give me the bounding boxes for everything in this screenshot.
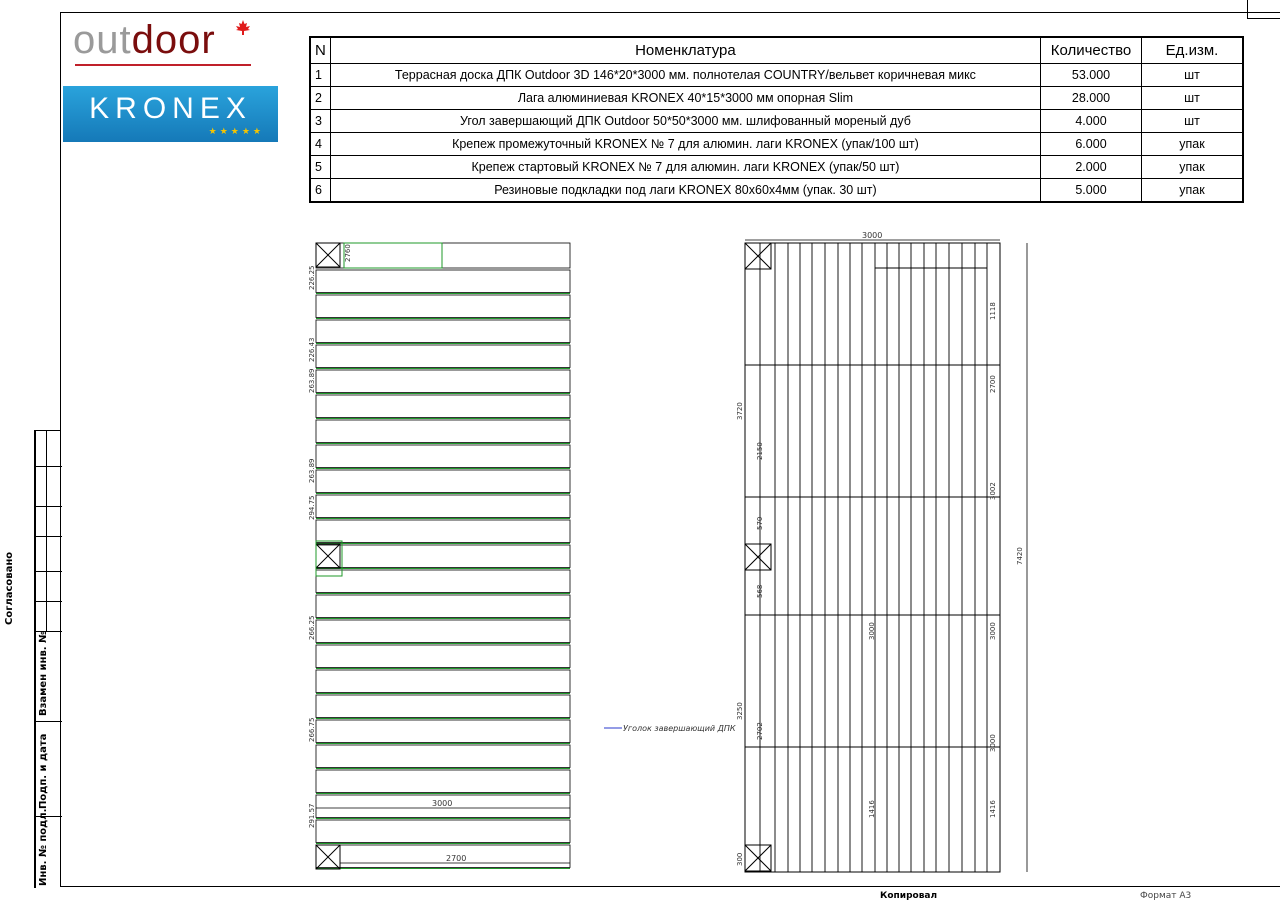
deck-board [316, 320, 570, 343]
left-dim-label: 291.57 [308, 803, 316, 828]
cell-name: Крепеж стартовый KRONEX № 7 для алюмин. лаги KRONEX (упак/50 шт) [330, 156, 1040, 179]
joist-layout [604, 231, 1027, 872]
dim-label-top: 3000 [862, 231, 883, 240]
left-dim-label: 266.75 [308, 717, 316, 742]
deck-board [316, 620, 570, 643]
cell-unit: упак [1142, 156, 1244, 179]
cell-n: 1 [310, 64, 330, 87]
cell-n: 6 [310, 179, 330, 203]
deck-board [316, 395, 570, 418]
dim-label-2700: 2700 [446, 854, 467, 863]
deck-board [316, 595, 570, 618]
left-dim-label: 294.75 [308, 495, 316, 520]
cell-qty: 4.000 [1041, 110, 1142, 133]
deck-board [316, 820, 570, 843]
deck-board [316, 520, 570, 543]
top-dim-label: 2760 [344, 244, 352, 262]
joist-left-dim-label: 570 [756, 516, 764, 530]
joist-right-dim-label: 3000 [989, 622, 997, 640]
joist-inner-dim-label: 1416 [868, 800, 876, 818]
stamp-inv-orig-label: Инв. № подл. [38, 808, 49, 886]
deck-board [316, 370, 570, 393]
deck-board [316, 570, 570, 593]
header-qty: Количество [1041, 37, 1142, 64]
cell-name: Террасная доска ДПК Outdoor 3D 146*20*3000 мм. полнотелая COUNTRY/вельвет коричневая микс [330, 64, 1040, 87]
left-dim-label: 266.25 [308, 615, 316, 640]
header-unit: Ед.изм. [1142, 37, 1244, 64]
kronex-logo-text: KRONEX [89, 92, 252, 125]
cell-name: Резиновые подкладки под лаги KRONEX 80х60х4мм (упак. 30 шт) [330, 179, 1040, 203]
deck-board [316, 645, 570, 668]
stamp-sign-date-label: Подп. и дата [38, 733, 49, 809]
deck-board [316, 695, 570, 718]
left-dim-label: 263.89 [308, 458, 316, 483]
cell-name: Угол завершающий ДПК Outdoor 50*50*3000 мм. шлифованный мореный дуб [330, 110, 1040, 133]
cell-n: 2 [310, 87, 330, 110]
deck-board [316, 295, 570, 318]
cell-unit: упак [1142, 133, 1244, 156]
cell-qty: 2.000 [1041, 156, 1142, 179]
joist-left-dim-label: 300 [736, 852, 744, 866]
joist-right-dim-label: 1118 [989, 302, 997, 320]
joist-left-dim-label: 3250 [736, 702, 744, 720]
deck-board [316, 345, 570, 368]
cell-qty: 5.000 [1041, 179, 1142, 203]
cell-unit: упак [1142, 179, 1244, 203]
cell-unit: шт [1142, 87, 1244, 110]
dim-label-3000: 3000 [432, 799, 453, 808]
joist-right-dim-label: 3000 [989, 734, 997, 752]
deck-board [316, 745, 570, 768]
joist-right-dim-label: 1416 [989, 800, 997, 818]
deck-board [316, 545, 570, 568]
outdoor-logo-text-out: out [73, 18, 132, 62]
cell-n: 4 [310, 133, 330, 156]
deck-board [316, 470, 570, 493]
outdoor-logo-text-door: door [131, 18, 216, 62]
cell-unit: шт [1142, 64, 1244, 87]
deck-board [316, 720, 570, 743]
stamp-agreed-label: Согласовано [4, 551, 15, 625]
cell-name: Лага алюминиевая KRONEX 40*15*3000 мм опорная Slim [330, 87, 1040, 110]
header-n: N [310, 37, 330, 64]
dim-label-7420: 7420 [1016, 547, 1024, 565]
deck-board [316, 770, 570, 793]
callout-label: Уголок завершающий ДПК [623, 724, 736, 733]
cell-n: 5 [310, 156, 330, 179]
cell-name: Крепеж промежуточный KRONEX № 7 для алюмин. лаги KRONEX (упак/100 шт) [330, 133, 1040, 156]
left-dim-label: 263.89 [308, 368, 316, 393]
joist-left-dim-label: 2702 [756, 722, 764, 740]
deck-board [316, 445, 570, 468]
left-dim-label: 226.43 [308, 337, 316, 362]
stamp-replace-inv-label: Взамен инв. № [38, 630, 49, 716]
joist-inner-dim-label: 3000 [868, 622, 876, 640]
joist-right-dim-label: 2700 [989, 375, 997, 393]
left-dim-label: 226.25 [308, 265, 316, 290]
deck-board [316, 845, 570, 868]
joist-left-dim-label: 3720 [736, 402, 744, 420]
deck-board [316, 270, 570, 293]
cell-n: 3 [310, 110, 330, 133]
cell-qty: 53.000 [1041, 64, 1142, 87]
cell-qty: 28.000 [1041, 87, 1142, 110]
deck-board-short [344, 243, 442, 268]
joist-left-dim-label: 568 [756, 584, 764, 598]
footer-copied: Копировал [880, 891, 938, 901]
deck-board [316, 420, 570, 443]
deck-board-top [316, 243, 570, 268]
joist-right-dim-label: 3002 [989, 482, 997, 500]
footer-format: Формат А3 [1140, 891, 1192, 901]
joist-left-dim-label: 2150 [756, 442, 764, 460]
header-name: Номенклатура [330, 37, 1040, 64]
deck-board [316, 670, 570, 693]
deck-board [316, 495, 570, 518]
kronex-stars: ★★★★★ [208, 126, 264, 136]
cell-unit: шт [1142, 110, 1244, 133]
cell-qty: 6.000 [1041, 133, 1142, 156]
deck-board-layout [308, 243, 570, 869]
